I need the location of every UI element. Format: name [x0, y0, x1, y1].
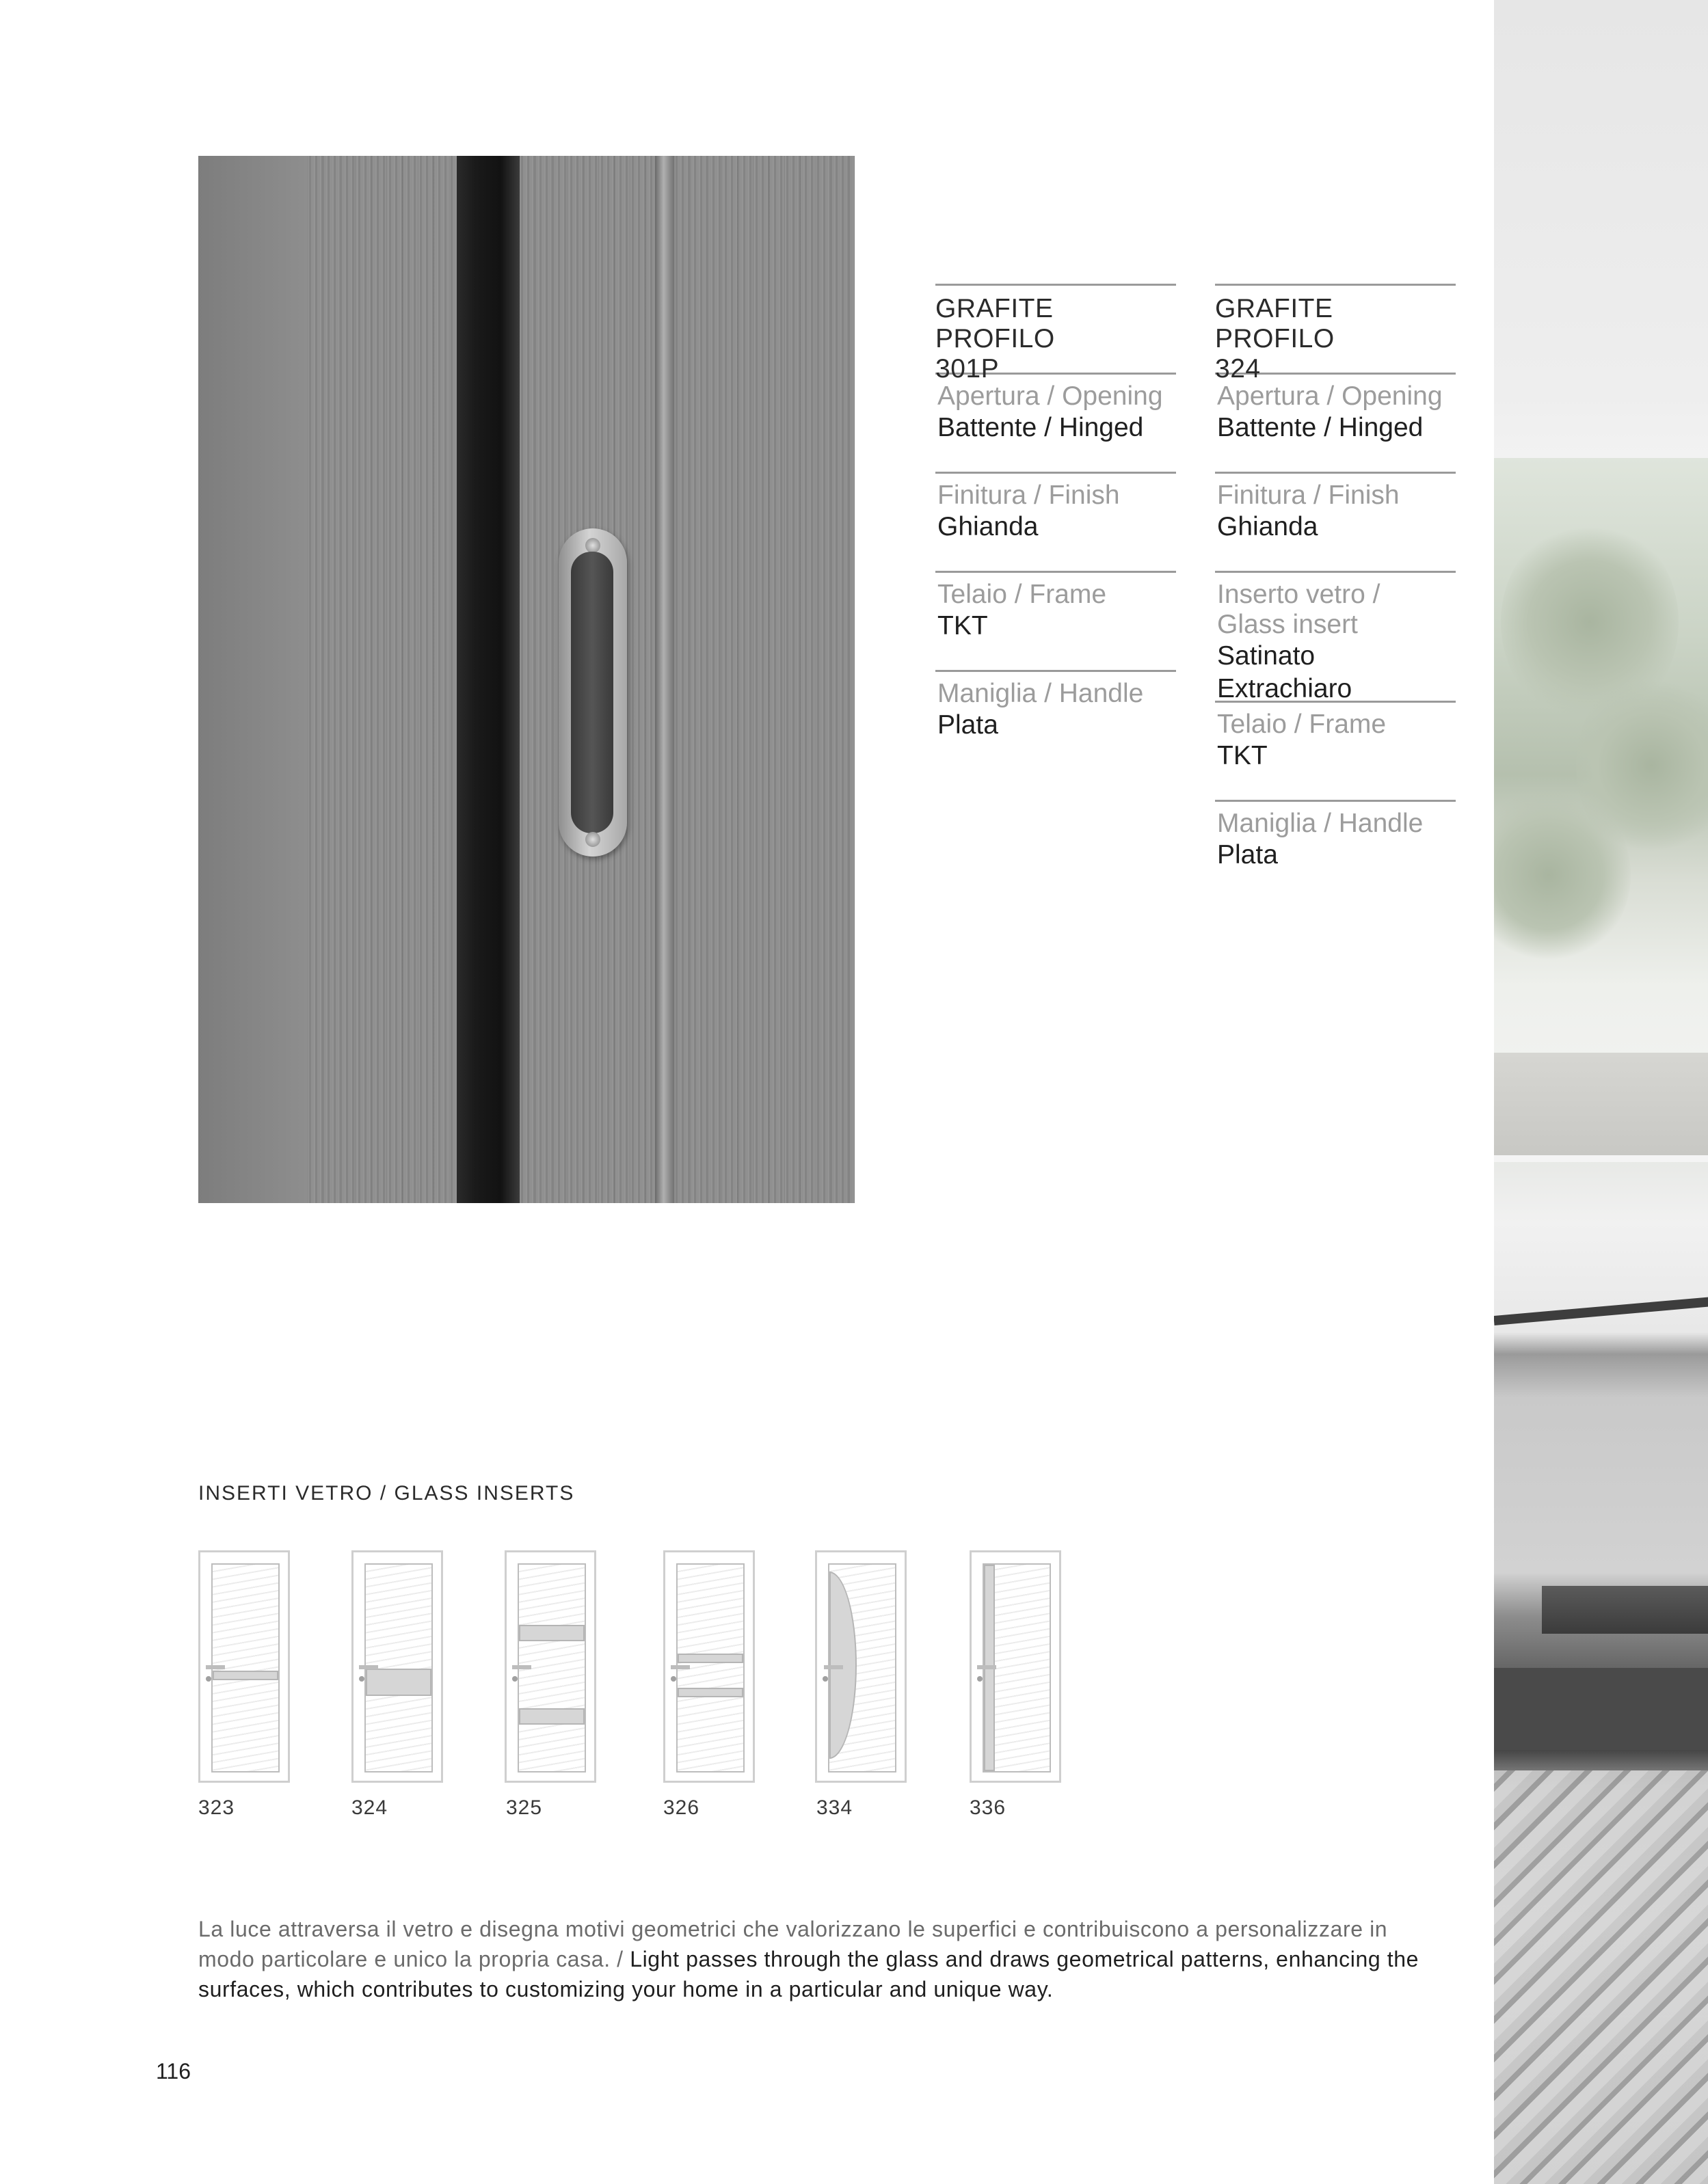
spec-finish [1215, 472, 1456, 571]
door-frame [505, 1550, 596, 1783]
keyhole-icon [359, 1676, 364, 1682]
keyhole-icon [206, 1676, 211, 1682]
spec-label: Finitura / Finish [937, 481, 1120, 510]
handle-icon [671, 1665, 690, 1669]
spec-value: Plata [937, 710, 998, 740]
product-title-line1: GRAFITE PROFILO [1215, 294, 1335, 353]
spec-value: TKT [1217, 741, 1268, 770]
spec-value: Satinato Extrachiaro [1217, 641, 1352, 703]
product-spec-301p [935, 284, 1176, 742]
page-number: 116 [156, 2059, 191, 2084]
spec-value: Ghianda [1217, 512, 1318, 541]
insert-code: 334 [816, 1796, 853, 1819]
product-title-line2: 324 [1215, 354, 1261, 383]
product-title [1215, 284, 1456, 383]
spec-label: Glass insert [1217, 610, 1358, 639]
keyhole-icon [823, 1676, 828, 1682]
spec-glass-insert [1215, 571, 1456, 701]
rug [1494, 1770, 1708, 2184]
door-frame [198, 1550, 290, 1783]
handle-icon [512, 1665, 531, 1669]
glass-inserts-title: INSERTI VETRO / GLASS INSERTS [198, 1482, 575, 1505]
door-jamb [308, 156, 457, 1203]
spec-finish [935, 472, 1176, 571]
spec-frame [935, 571, 1176, 670]
handle-recess [571, 552, 613, 833]
recessed-handle [559, 528, 627, 857]
door-diagram-325 [505, 1550, 597, 1783]
glass-insert [213, 1671, 278, 1680]
spec-label: Apertura / Opening [937, 381, 1163, 411]
spec-value: TKT [937, 611, 988, 641]
spec-label: Finitura / Finish [1217, 481, 1400, 510]
keyhole-icon [512, 1676, 518, 1682]
spec-handle [1215, 800, 1456, 872]
handle-icon [824, 1665, 843, 1669]
spec-label: Maniglia / Handle [937, 679, 1144, 708]
spec-frame [1215, 701, 1456, 800]
product-spec-324 [1215, 284, 1456, 872]
door-diagram-324 [351, 1550, 444, 1783]
screw-icon [585, 832, 600, 847]
description-italian: La luce attraversa il vetro e disegna motivi geometrici che valorizzano le superfici e contribuiscono a personalizzare in modo particolare e unico la propria casa. / [198, 1917, 1388, 1971]
door-frame [663, 1550, 755, 1783]
handle-icon [206, 1665, 225, 1669]
product-title-line2: 301P [935, 354, 1000, 383]
wall [198, 156, 308, 1203]
door-panel [674, 156, 855, 1203]
keyhole-icon [977, 1676, 983, 1682]
spec-value: Plata [1217, 840, 1278, 869]
insert-code: 336 [970, 1796, 1006, 1819]
spec-handle [935, 670, 1176, 742]
door-frame [351, 1550, 443, 1783]
glass-insert [519, 1708, 585, 1725]
door-diagram-334 [815, 1550, 907, 1783]
handle-icon [359, 1665, 378, 1669]
door-diagram-336 [970, 1550, 1062, 1783]
door-frame [970, 1550, 1061, 1783]
product-title [935, 284, 1176, 383]
spec-value: Battente / Hinged [1217, 413, 1424, 442]
garden-wall [1494, 1053, 1708, 1155]
insert-code: 326 [663, 1796, 700, 1819]
door-gap [457, 156, 520, 1203]
keyhole-icon [671, 1676, 676, 1682]
table [1542, 1586, 1708, 1634]
spec-label: Telaio / Frame [937, 580, 1107, 609]
screw-icon [585, 538, 600, 553]
description-paragraph [198, 1914, 1450, 2004]
door-frame [815, 1550, 907, 1783]
glass-insert [678, 1654, 743, 1663]
door-diagram-323 [198, 1550, 291, 1783]
window-frame [1494, 1296, 1708, 1325]
description-english: Light passes through the glass and draws geometrical patterns, enhancing the surfaces, which contributes to customizing your home in a particular and unique way. [198, 1947, 1419, 2001]
table-slab [1494, 1668, 1708, 1750]
door-diagram-326 [663, 1550, 756, 1783]
insert-code: 323 [198, 1796, 235, 1819]
spec-label: Apertura / Opening [1217, 381, 1443, 411]
spec-label: Maniglia / Handle [1217, 809, 1424, 838]
product-title-line1: GRAFITE PROFILO [935, 294, 1055, 353]
spec-label: Inserto vetro / [1217, 580, 1380, 609]
insert-code: 325 [506, 1796, 543, 1819]
spec-opening [1215, 373, 1456, 472]
door-closeup-photo [198, 156, 855, 1203]
glass-insert [366, 1669, 431, 1696]
handle-icon [977, 1665, 996, 1669]
glass-insert [519, 1625, 585, 1641]
spec-value: Ghianda [937, 512, 1039, 541]
spec-label: Telaio / Frame [1217, 710, 1387, 739]
interior-photo [1494, 0, 1708, 2184]
insert-code: 324 [351, 1796, 388, 1819]
glass-insert [678, 1688, 743, 1697]
spec-value: Battente / Hinged [937, 413, 1144, 442]
spec-opening [935, 373, 1176, 472]
door-profile-edge [655, 156, 674, 1203]
